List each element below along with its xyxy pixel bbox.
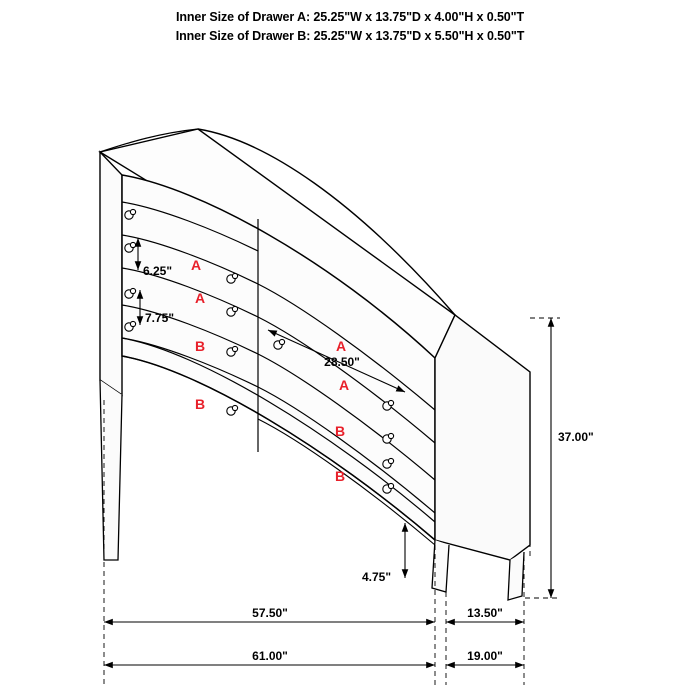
drawer-label-a2: A [194, 290, 206, 306]
drawer-label-b4: B [334, 468, 346, 484]
drawer-label-a4: A [338, 377, 350, 393]
dresser-body [100, 129, 530, 600]
knob [227, 405, 238, 415]
dim-label-57-50: 57.50" [252, 606, 288, 620]
drawer-a-inner-size: Inner Size of Drawer A: 25.25"W x 13.75"D x 4.00"H x 0.50"T [175, 10, 525, 24]
dim-label-37-00: 37.00" [558, 430, 594, 444]
dim-label-7-75: 7.75" [145, 311, 175, 325]
dim-label-4-75: 4.75" [362, 570, 392, 584]
drawer-b-inner-size: Inner Size of Drawer B: 25.25"W x 13.75"D x 5.50"H x 0.50"T [175, 29, 525, 43]
dim-label-6-25: 6.25" [143, 264, 173, 278]
drawer-label-b1: B [194, 338, 206, 354]
dresser-left-side [100, 152, 122, 395]
drawer-label-b2: B [194, 396, 206, 412]
dim-label-28-50: 28.50" [324, 355, 360, 369]
dim-label-61-00: 61.00" [252, 649, 288, 663]
drawer-label-b3: B [334, 423, 346, 439]
dresser-left-leg [100, 380, 122, 560]
drawer-label-a1: A [190, 257, 202, 273]
dim-label-13-50: 13.50" [467, 606, 503, 620]
dresser-right-side [435, 315, 530, 560]
drawer-label-a3: A [335, 338, 347, 354]
dim-label-19-00: 19.00" [467, 649, 503, 663]
